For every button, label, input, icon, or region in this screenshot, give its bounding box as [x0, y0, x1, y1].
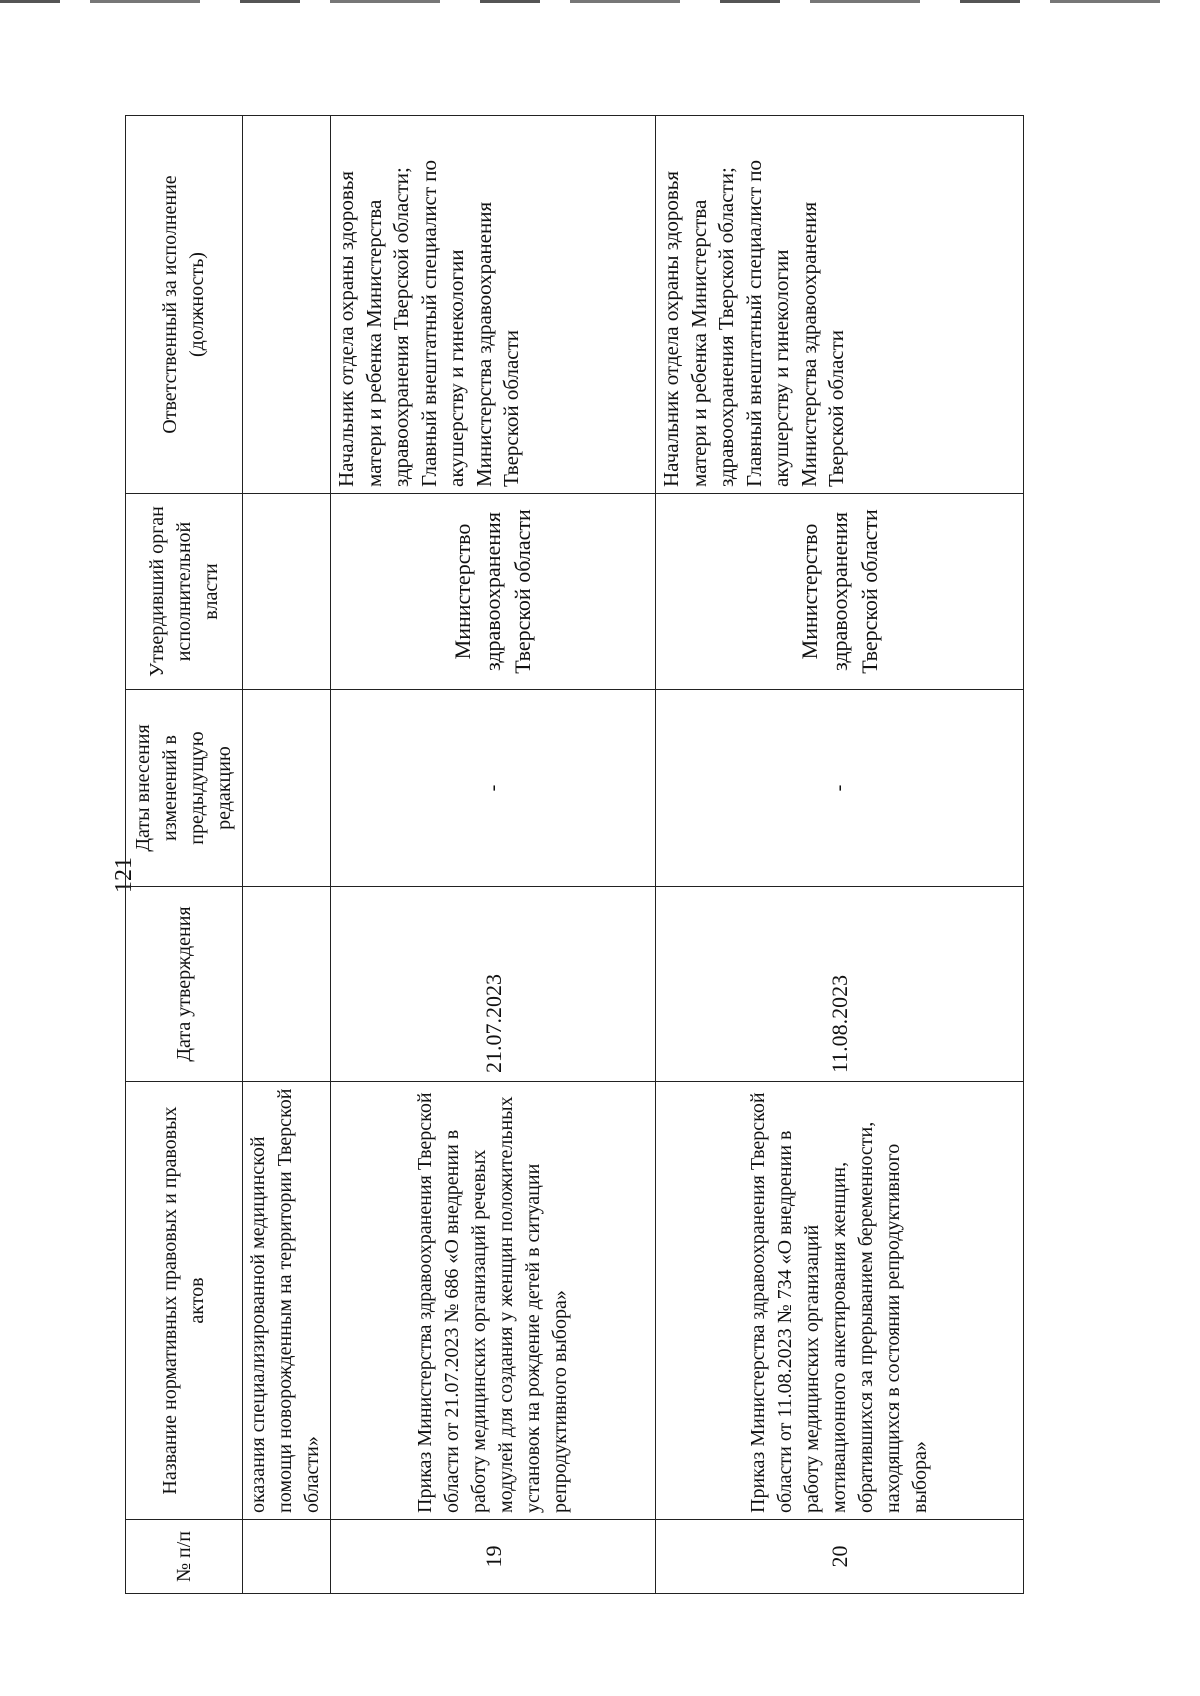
cell-num — [243, 1520, 331, 1594]
table-row — [331, 116, 656, 1594]
table-header-row — [126, 116, 243, 1594]
cell-responsible: Начальник отдела охраны здоровья матери и ребенка Министерства здравоохранения Тверской области; Главный внештатный специалист по акушерству и гинекологии Министерства здравоохранения Тверской области — [331, 116, 656, 494]
cell-date — [243, 887, 331, 1082]
header-responsible: Ответственный за исполнение (должность) — [126, 116, 243, 494]
cell-organ: Министерство здравоохранения Тверской области — [331, 494, 656, 690]
cell-changes: - — [656, 690, 1024, 887]
cell-num: 20 — [656, 1520, 1024, 1594]
header-name: Название нормативных правовых и правовых актов — [126, 1082, 243, 1520]
scan-edge — [0, 0, 1200, 3]
cell-responsible: Начальник отдела охраны здоровья матери и ребенка Министерства здравоохранения Тверской области; Главный внештатный специалист по акушерству и гинекологии Министерства здравоохранения Тверской области — [656, 116, 1024, 494]
cell-num: 19 — [331, 1520, 656, 1594]
table-row-continuation — [243, 116, 331, 1594]
document-table-container — [125, 116, 1007, 1594]
cell-responsible — [243, 116, 331, 494]
header-date: Дата утверждения — [126, 887, 243, 1082]
cell-changes — [243, 690, 331, 887]
cell-name: Приказ Министерства здравоохранения Тверской области от 11.08.2023 № 734 «О внедрении в работу медицинских организаций мотивационного анкетирования женщин, обратившихся за прерыванием беременности, находящихся в состоянии репродуктивного выбора» — [656, 1082, 1024, 1520]
header-changes: Даты внесения изменений в предыдущую редакцию — [126, 690, 243, 887]
header-num: № п/п — [126, 1520, 243, 1594]
normative-acts-table — [125, 115, 1024, 1594]
cell-date: 21.07.2023 — [331, 887, 656, 1082]
cell-name: оказания специализированной медицинской помощи новорожденным на территории Тверской области» — [243, 1082, 331, 1520]
cell-organ — [243, 494, 331, 690]
cell-name: Приказ Министерства здравоохранения Тверской области от 21.07.2023 № 686 «О внедрении в работу медицинских организаций речевых модулей для создания у женщин положительных установок на рождение детей в ситуации репродуктивного выбора» — [331, 1082, 656, 1520]
page-number: 121 — [111, 857, 137, 893]
cell-date: 11.08.2023 — [656, 887, 1024, 1082]
cell-organ: Министерство здравоохранения Тверской области — [656, 494, 1024, 690]
header-organ: Утвердивший орган исполнительной власти — [126, 494, 243, 690]
cell-changes: - — [331, 690, 656, 887]
table-row — [656, 116, 1024, 1594]
